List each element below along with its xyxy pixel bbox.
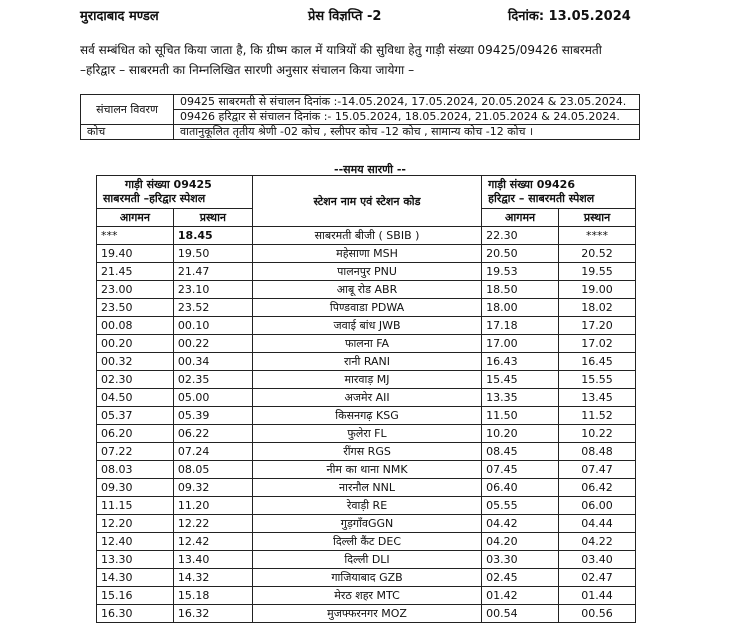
timetable-body	[97, 227, 636, 623]
train-09426-header	[482, 176, 636, 209]
coach-composition: वातानुकूलित तृतीय श्रेणी -02 कोच , स्लीपर कोच -12 कोच , सामान्य कोच -12 कोच ।	[174, 125, 640, 140]
arrival-09426: 16.43	[482, 353, 559, 371]
departure-09426: 20.52	[559, 245, 636, 263]
coach-row	[81, 125, 640, 140]
table-row	[97, 569, 636, 587]
arrival-09426: 03.30	[482, 551, 559, 569]
arrival-09425: 12.20	[97, 515, 174, 533]
departure-09425: 02.35	[173, 371, 252, 389]
departure-09426: 06.42	[559, 479, 636, 497]
arrival-09425: 08.03	[97, 461, 174, 479]
station-name: अजमेर AII	[252, 389, 481, 407]
arrival-09425: 11.15	[97, 497, 174, 515]
arrival-09425: 05.37	[97, 407, 174, 425]
departure-09425: 07.24	[173, 443, 252, 461]
arrival-09425: 23.50	[97, 299, 174, 317]
arrival-09426: 06.40	[482, 479, 559, 497]
table-row	[97, 227, 636, 245]
arrival-09425: 13.30	[97, 551, 174, 569]
arrival-09425: 02.30	[97, 371, 174, 389]
table-row	[97, 281, 636, 299]
table-row	[97, 587, 636, 605]
departure-09426: 10.22	[559, 425, 636, 443]
station-name: जवाई बांध JWB	[252, 317, 481, 335]
arrival-09426: 19.53	[482, 263, 559, 281]
arrival-09425: 23.00	[97, 281, 174, 299]
press-note-title: प्रेस विज्ञप्ति -2	[308, 9, 382, 24]
table-row	[97, 245, 636, 263]
departure-09425: 15.18	[173, 587, 252, 605]
arrival-09426: 15.45	[482, 371, 559, 389]
arrival-09425: 14.30	[97, 569, 174, 587]
timetable-header-row	[97, 176, 636, 209]
station-name: फालना FA	[252, 335, 481, 353]
departure-09426: 19.55	[559, 263, 636, 281]
departure-09426: 01.44	[559, 587, 636, 605]
table-row	[97, 371, 636, 389]
arrival-09426: 22.30	[482, 227, 559, 245]
departure-09426: 11.52	[559, 407, 636, 425]
train-09425-route: साबरमती –हरिद्वार स्पेशल	[103, 192, 206, 205]
departure-09426: 04.22	[559, 533, 636, 551]
departure-09425: 13.40	[173, 551, 252, 569]
departure-09425: 00.10	[173, 317, 252, 335]
departure-09426: 16.45	[559, 353, 636, 371]
arrival-09426: 04.20	[482, 533, 559, 551]
arrival-09426: 17.18	[482, 317, 559, 335]
station-column-header: स्टेशन नाम एवं स्टेशन कोड	[252, 176, 481, 227]
station-name: मेरठ शहर MTC	[252, 587, 481, 605]
arrival-09425: 06.20	[97, 425, 174, 443]
station-name: रेवाड़ी RE	[252, 497, 481, 515]
table-row	[97, 425, 636, 443]
departure-09425: 23.10	[173, 281, 252, 299]
departure-09425: 05.00	[173, 389, 252, 407]
table-row	[97, 299, 636, 317]
station-name: पालनपुर PNU	[252, 263, 481, 281]
arrival-09425: 00.20	[97, 335, 174, 353]
operation-dates-09426: 09426 हरिद्वार से संचालन दिनांक :- 15.05.2024, 18.05.2024, 21.05.2024 & 24.05.2024.	[174, 110, 640, 125]
train-09426-number: गाड़ी संख्या 09426	[488, 178, 575, 191]
departure-09425: 06.22	[173, 425, 252, 443]
departure-09425: 21.47	[173, 263, 252, 281]
departure-09425: 11.20	[173, 497, 252, 515]
station-name: फुलेरा FL	[252, 425, 481, 443]
departure-09425: 08.05	[173, 461, 252, 479]
arrival-09425: 00.32	[97, 353, 174, 371]
departure-09426: 13.45	[559, 389, 636, 407]
arrival-09426: 02.45	[482, 569, 559, 587]
station-name: मुजफ्फरनगर MOZ	[252, 605, 481, 623]
departure-09425: 19.50	[173, 245, 252, 263]
departure-09426: ****	[559, 227, 636, 245]
departure-09426: 02.47	[559, 569, 636, 587]
table-row	[97, 605, 636, 623]
arrival-09426: 10.20	[482, 425, 559, 443]
operation-dates-09425: 09425 साबरमती से संचालन दिनांक :-14.05.2024, 17.05.2024, 20.05.2024 & 23.05.2024.	[174, 95, 640, 110]
departure-09426: 06.00	[559, 497, 636, 515]
station-name: रींगस RGS	[252, 443, 481, 461]
station-name: नारनौल NNL	[252, 479, 481, 497]
departure-09425: 12.42	[173, 533, 252, 551]
station-name: गुड़गाँवGGN	[252, 515, 481, 533]
departure-09426: 07.47	[559, 461, 636, 479]
arrival-09426: 01.42	[482, 587, 559, 605]
departure-header-09426: प्रस्थान	[559, 209, 636, 227]
departure-09426: 15.55	[559, 371, 636, 389]
table-row	[97, 335, 636, 353]
station-name: गाजियाबाद GZB	[252, 569, 481, 587]
arrival-09426: 18.50	[482, 281, 559, 299]
station-name: रानी RANI	[252, 353, 481, 371]
arrival-09425: 19.40	[97, 245, 174, 263]
operation-label: संचालन विवरण	[81, 95, 174, 125]
arrival-09426: 13.35	[482, 389, 559, 407]
table-row	[97, 263, 636, 281]
arrival-09425: 00.08	[97, 317, 174, 335]
departure-09426: 00.56	[559, 605, 636, 623]
train-09425-header	[97, 176, 253, 209]
departure-header-09425: प्रस्थान	[173, 209, 252, 227]
train-09426-route: हरिद्वार – साबरमती स्पेशल	[488, 192, 595, 205]
arrival-09425: 21.45	[97, 263, 174, 281]
schedule-title: --समय सारणी --	[334, 163, 406, 176]
departure-09426: 08.48	[559, 443, 636, 461]
departure-09425: 09.32	[173, 479, 252, 497]
timetable	[96, 175, 636, 623]
table-row	[97, 353, 636, 371]
station-name: नीम का थाना NMK	[252, 461, 481, 479]
departure-09425: 18.45	[173, 227, 252, 245]
departure-09425: 14.32	[173, 569, 252, 587]
operation-info-table	[80, 94, 640, 140]
intro-line-1: सर्व सम्बंधित को सूचित किया जाता है, कि ग्रीष्म काल में यात्रियों की सुविधा हेतु गाड़ी संख्या 09425/09426 साबरमती	[80, 43, 602, 57]
table-row	[97, 443, 636, 461]
departure-09426: 17.20	[559, 317, 636, 335]
departure-09426: 17.02	[559, 335, 636, 353]
arrival-09425: 09.30	[97, 479, 174, 497]
arrival-09426: 08.45	[482, 443, 559, 461]
table-row	[97, 497, 636, 515]
arrival-09426: 04.42	[482, 515, 559, 533]
departure-09426: 18.02	[559, 299, 636, 317]
table-row	[97, 407, 636, 425]
departure-09425: 16.32	[173, 605, 252, 623]
table-row	[97, 461, 636, 479]
departure-09425: 23.52	[173, 299, 252, 317]
arrival-09425: 04.50	[97, 389, 174, 407]
arrival-header-09426: आगमन	[482, 209, 559, 227]
station-name: दिल्ली कैंट DEC	[252, 533, 481, 551]
arrival-09425: 12.40	[97, 533, 174, 551]
departure-09426: 04.44	[559, 515, 636, 533]
arrival-09426: 17.00	[482, 335, 559, 353]
train-09425-number: गाड़ी संख्या 09425	[125, 178, 212, 191]
arrival-header-09425: आगमन	[97, 209, 174, 227]
table-row	[97, 551, 636, 569]
station-name: पिण्डवाडा PDWA	[252, 299, 481, 317]
coach-label: कोच	[81, 125, 174, 140]
departure-09425: 00.34	[173, 353, 252, 371]
arrival-09426: 20.50	[482, 245, 559, 263]
operation-dates-row	[81, 95, 640, 110]
departure-09425: 00.22	[173, 335, 252, 353]
arrival-09426: 00.54	[482, 605, 559, 623]
arrival-09426: 18.00	[482, 299, 559, 317]
table-row	[97, 479, 636, 497]
station-name: मारवाड़ MJ	[252, 371, 481, 389]
arrival-09426: 05.55	[482, 497, 559, 515]
station-name: दिल्ली DLI	[252, 551, 481, 569]
departure-09426: 03.40	[559, 551, 636, 569]
arrival-09425: 16.30	[97, 605, 174, 623]
departure-09425: 05.39	[173, 407, 252, 425]
station-name: आबू रोड ABR	[252, 281, 481, 299]
departure-09425: 12.22	[173, 515, 252, 533]
intro-line-2: –हरिद्वार – साबरमती का निम्नलिखित सारणी अनुसार संचालन किया जायेगा –	[80, 63, 415, 77]
table-row	[97, 389, 636, 407]
arrival-09426: 11.50	[482, 407, 559, 425]
intro-paragraph	[80, 40, 640, 80]
division-name: मुरादाबाद मण्डल	[80, 9, 159, 24]
departure-09426: 19.00	[559, 281, 636, 299]
press-note-date: दिनांक: 13.05.2024	[508, 9, 631, 24]
station-name: किसनगढ़ KSG	[252, 407, 481, 425]
arrival-09425: ***	[97, 227, 174, 245]
station-name: महेसाणा MSH	[252, 245, 481, 263]
table-row	[97, 317, 636, 335]
arrival-09426: 07.45	[482, 461, 559, 479]
arrival-09425: 07.22	[97, 443, 174, 461]
station-name: साबरमती बीजी ( SBIB )	[252, 227, 481, 245]
arrival-09425: 15.16	[97, 587, 174, 605]
table-row	[97, 515, 636, 533]
table-row	[97, 533, 636, 551]
